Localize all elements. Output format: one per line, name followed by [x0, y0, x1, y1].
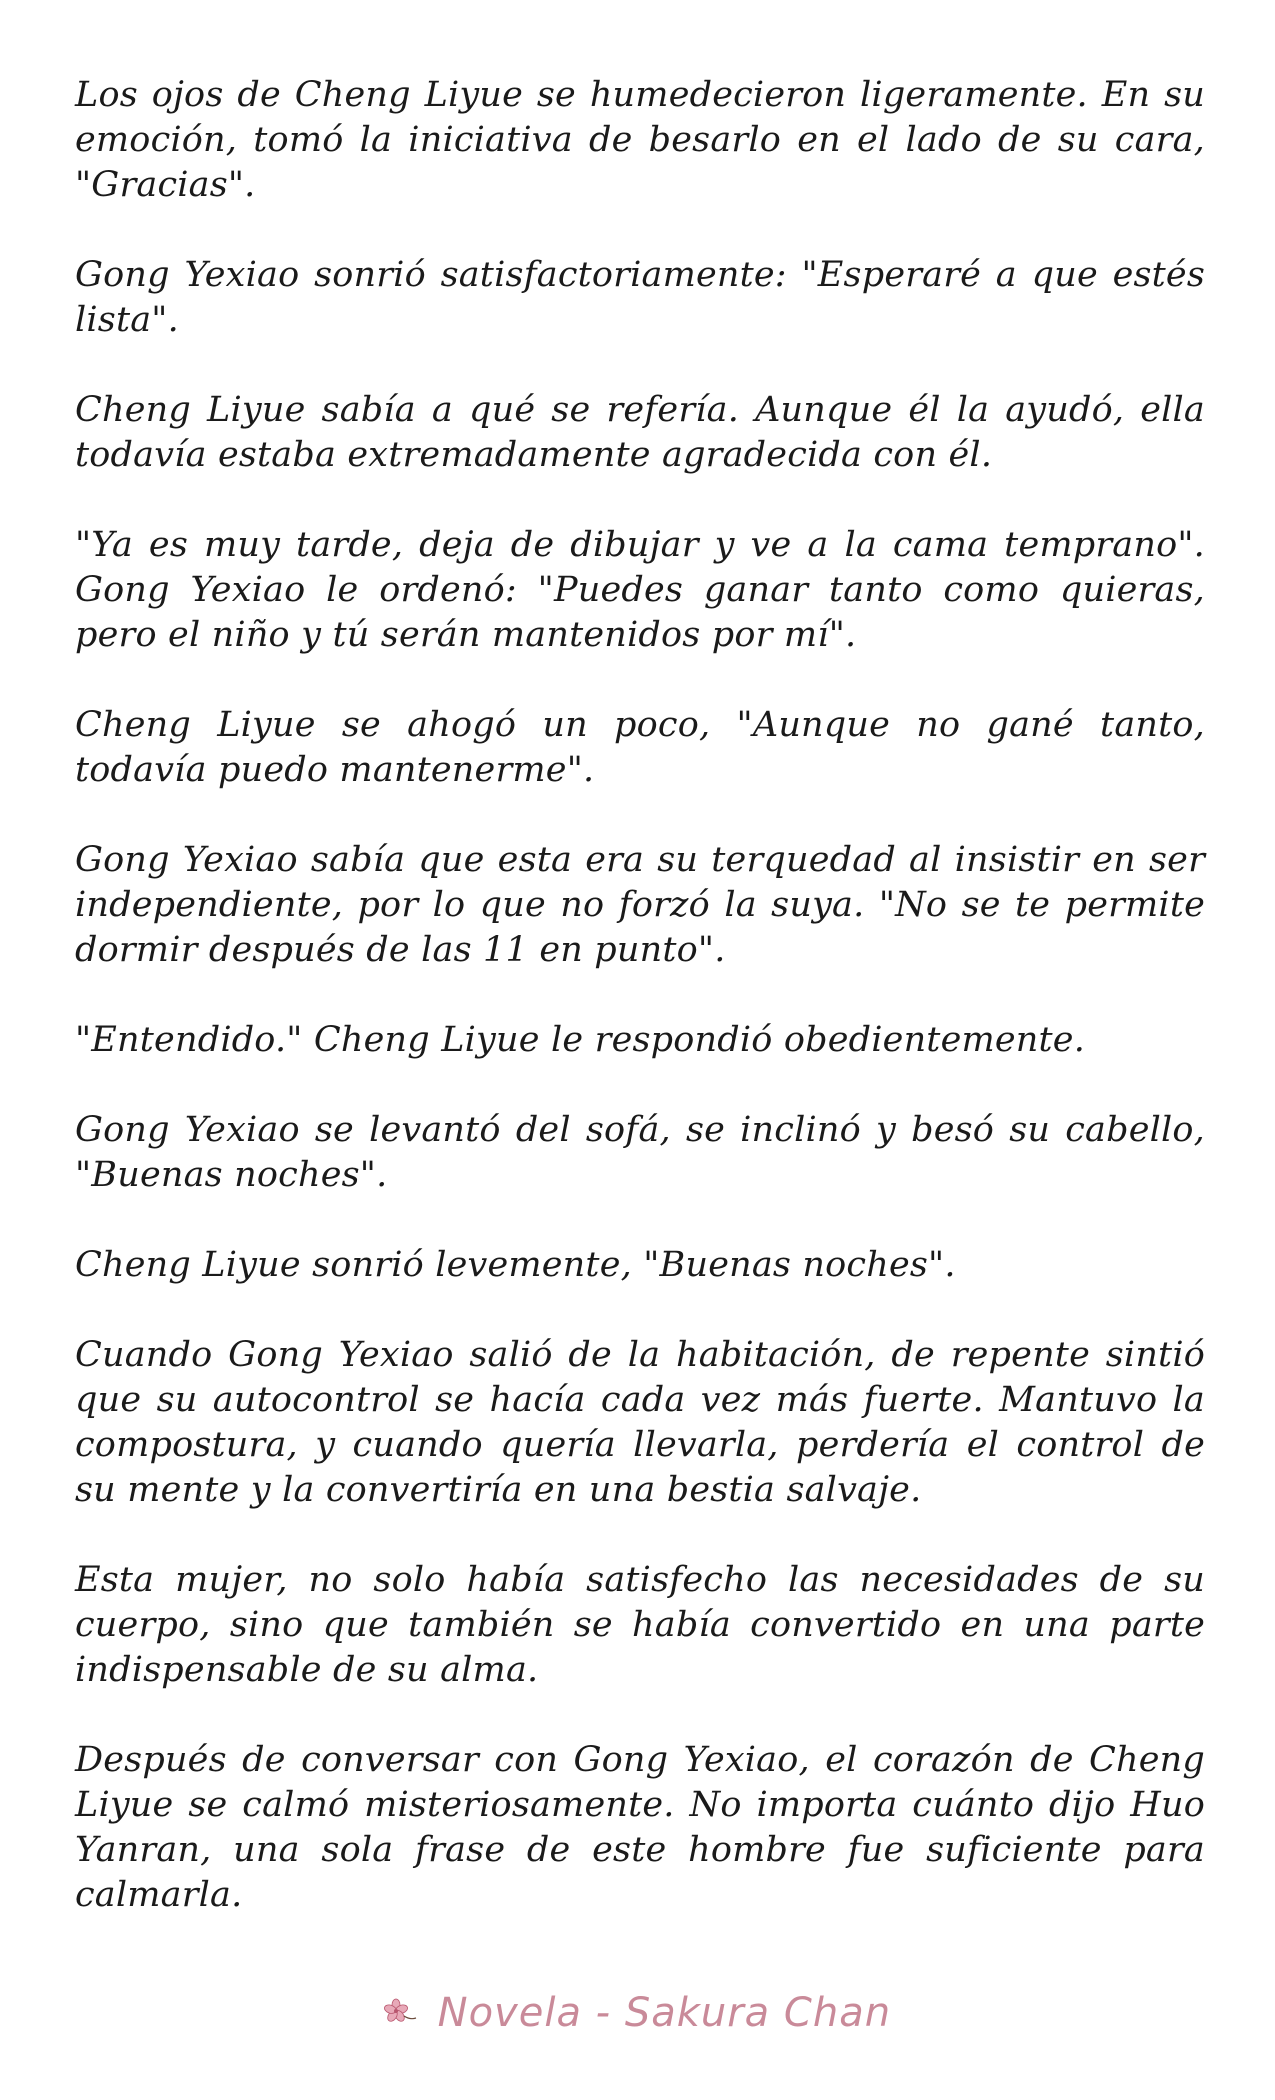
paragraph: Gong Yexiao sonrió satisfactoriamente: "Esperaré a que estés lista". — [75, 255, 1205, 340]
paragraph: "Entendido." Cheng Liyue le respondió obedientemente. — [75, 1020, 1086, 1060]
paragraph: Cheng Liyue se ahogó un poco, "Aunque no gané tanto, todavía puedo mantenerme". — [75, 705, 1205, 790]
paragraph: Los ojos de Cheng Liyue se humedecieron ligeramente. En su emoción, tomó la iniciativa de besarlo en el lado de su cara, "Gracias". — [75, 75, 1205, 205]
paragraph: Cheng Liyue sabía a qué se refería. Aunque él la ayudó, ella todavía estaba extremadamente agradecida con él. — [75, 390, 1205, 475]
sakura-flower-icon — [384, 1992, 418, 2038]
watermark-text: Novela - Sakura Chan — [437, 1990, 892, 2036]
paragraph: "Ya es muy tarde, deja de dibujar y ve a la cama temprano". Gong Yexiao le ordenó: "Puedes ganar tanto como quieras, pero el niño y tú serán mantenidos por mí". — [75, 525, 1205, 655]
paragraph: Después de conversar con Gong Yexiao, el corazón de Cheng Liyue se calmó misteriosamente. No importa cuánto dijo Huo Yanran, una sola frase de este hombre fue suficiente para calmarla. — [75, 1740, 1205, 1915]
chapter-text — [75, 73, 1205, 1918]
paragraph: Gong Yexiao sabía que esta era su terquedad al insistir en ser independiente, por lo que no forzó la suya. "No se te permite dormir después de las 11 en punto". — [75, 840, 1205, 970]
watermark — [0, 1990, 1275, 2038]
paragraph: Cheng Liyue sonrió levemente, "Buenas noches". — [75, 1245, 956, 1285]
paragraph: Esta mujer, no solo había satisfecho las necesidades de su cuerpo, sino que también se había convertido en una parte indispensable de su alma. — [75, 1560, 1205, 1690]
paragraph: Gong Yexiao se levantó del sofá, se inclinó y besó su cabello, "Buenas noches". — [75, 1110, 1205, 1195]
paragraph: Cuando Gong Yexiao salió de la habitación, de repente sintió que su autocontrol se hacía cada vez más fuerte. Mantuvo la compostura, y cuando quería llevarla, perdería el control de su mente y la convertiría en una bestia salvaje. — [75, 1335, 1205, 1510]
